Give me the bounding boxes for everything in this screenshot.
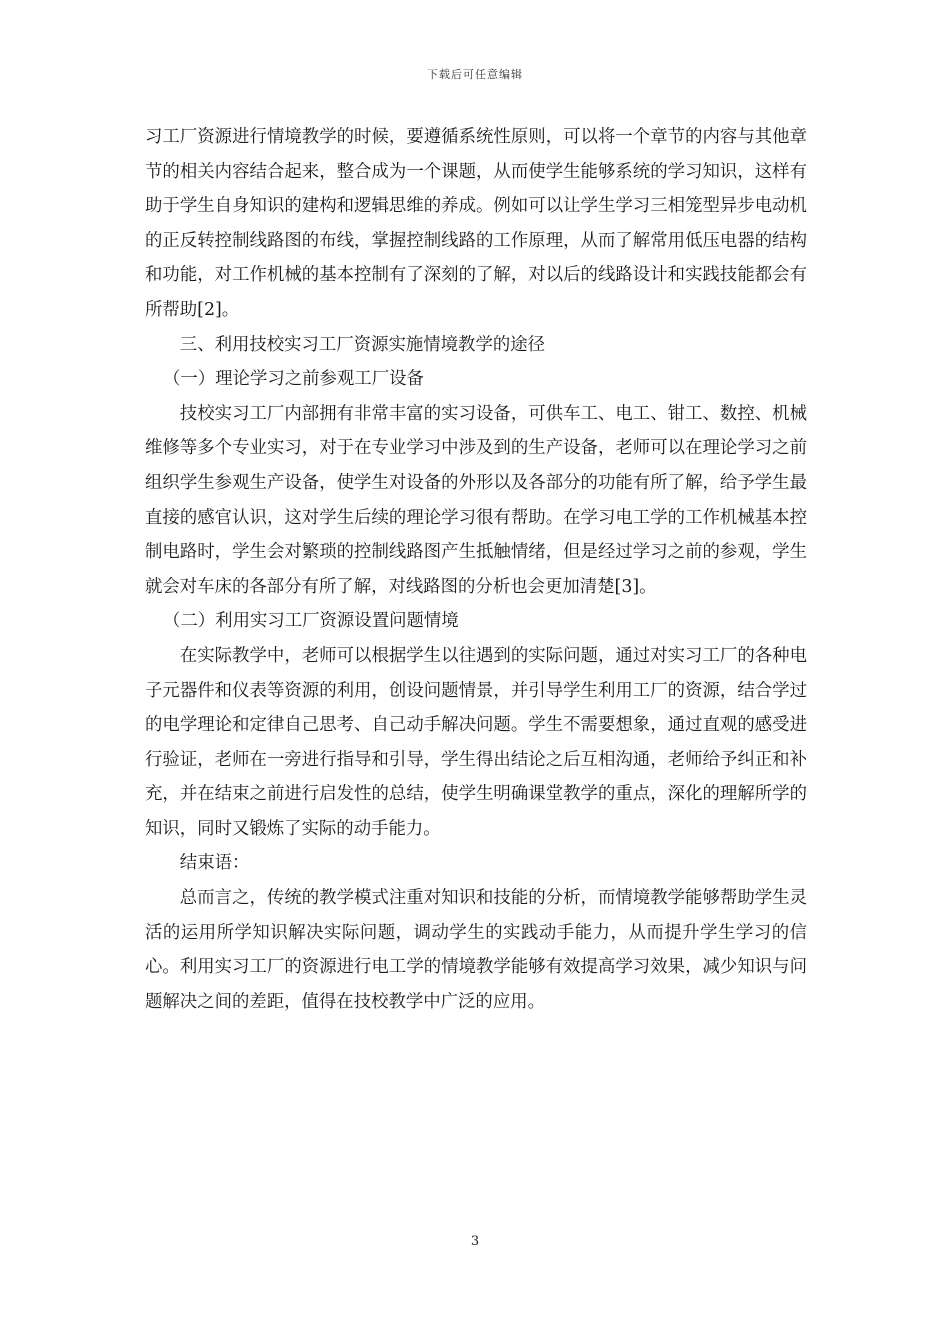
section-heading-3: 三、利用技校实习工厂资源实施情境教学的途径 xyxy=(179,334,546,355)
page-number: 3 xyxy=(470,1234,480,1249)
paragraph-continuation: 习工厂资源进行情境教学的时候，要遵循系统性原则，可以将一个章节的内容与其他章节的相关内容结合起来，整合成为一个课题，从而使学生能够系统的学习知识，这样有助于学生自身知识的建构和逻辑思维的养成。例如可以让学生学习三相笼型异步电动机的正反转控制线路图的布线，掌握控制线路的工作原理，从而了解常用低压电器的结构和功能，对工作机械的基本控制有了深刻的了解，对以后的线路设计和实践技能都会有所帮助[2]。 xyxy=(145,127,807,320)
paragraph-conclusion: 总而言之，传统的教学模式注重对知识和技能的分析，而情境教学能够帮助学生灵活的运用所学知识解决实际问题，调动学生的实践动手能力，从而提升学生学习的信心。利用实习工厂的资源进行电工学的情境教学能够有效提高学习效果，减少知识与问题解决之间的差距，值得在技校教学中广泛的应用。 xyxy=(145,888,807,1012)
paragraph-factory-visit: 技校实习工厂内部拥有非常丰富的实习设备，可供车工、电工、钳工、数控、机械维修等多个专业实习，对于在专业学习中涉及到的生产设备，老师可以在理论学习之前组织学生参观生产设备，使学生对设备的外形以及各部分的功能有所了解，给予学生最直接的感官认识，这对学生后续的理论学习很有帮助。在学习电工学的工作机械基本控制电路时，学生会对繁琐的控制线路图产生抵触情绪，但是经过学习之前的参观，学生就会对车床的各部分有所了解，对线路图的分析也会更加清楚[3]。 xyxy=(145,403,807,597)
subsection-heading-1: （一）理论学习之前参观工厂设备 xyxy=(163,369,424,390)
document-body xyxy=(145,120,807,1019)
subsection-heading-2: （二）利用实习工厂资源设置问题情境 xyxy=(163,611,459,632)
paragraph-problem-situation: 在实际教学中，老师可以根据学生以往遇到的实际问题，通过对实习工厂的各种电子元器件和仪表等资源的利用，创设问题情景，并引导学生利用工厂的资源，结合学过的电学理论和定律自己思考、自己动手解决问题。学生不需要想象，通过直观的感受进行验证，老师在一旁进行指导和引导，学生得出结论之后互相沟通，老师给予纠正和补充，并在结束之前进行启发性的总结，使学生明确课堂教学的重点，深化的理解所学的知识，同时又锻炼了实际的动手能力。 xyxy=(145,645,807,839)
conclusion-heading: 结束语： xyxy=(179,853,250,874)
header-note: 下载后可任意编辑 xyxy=(427,68,523,81)
